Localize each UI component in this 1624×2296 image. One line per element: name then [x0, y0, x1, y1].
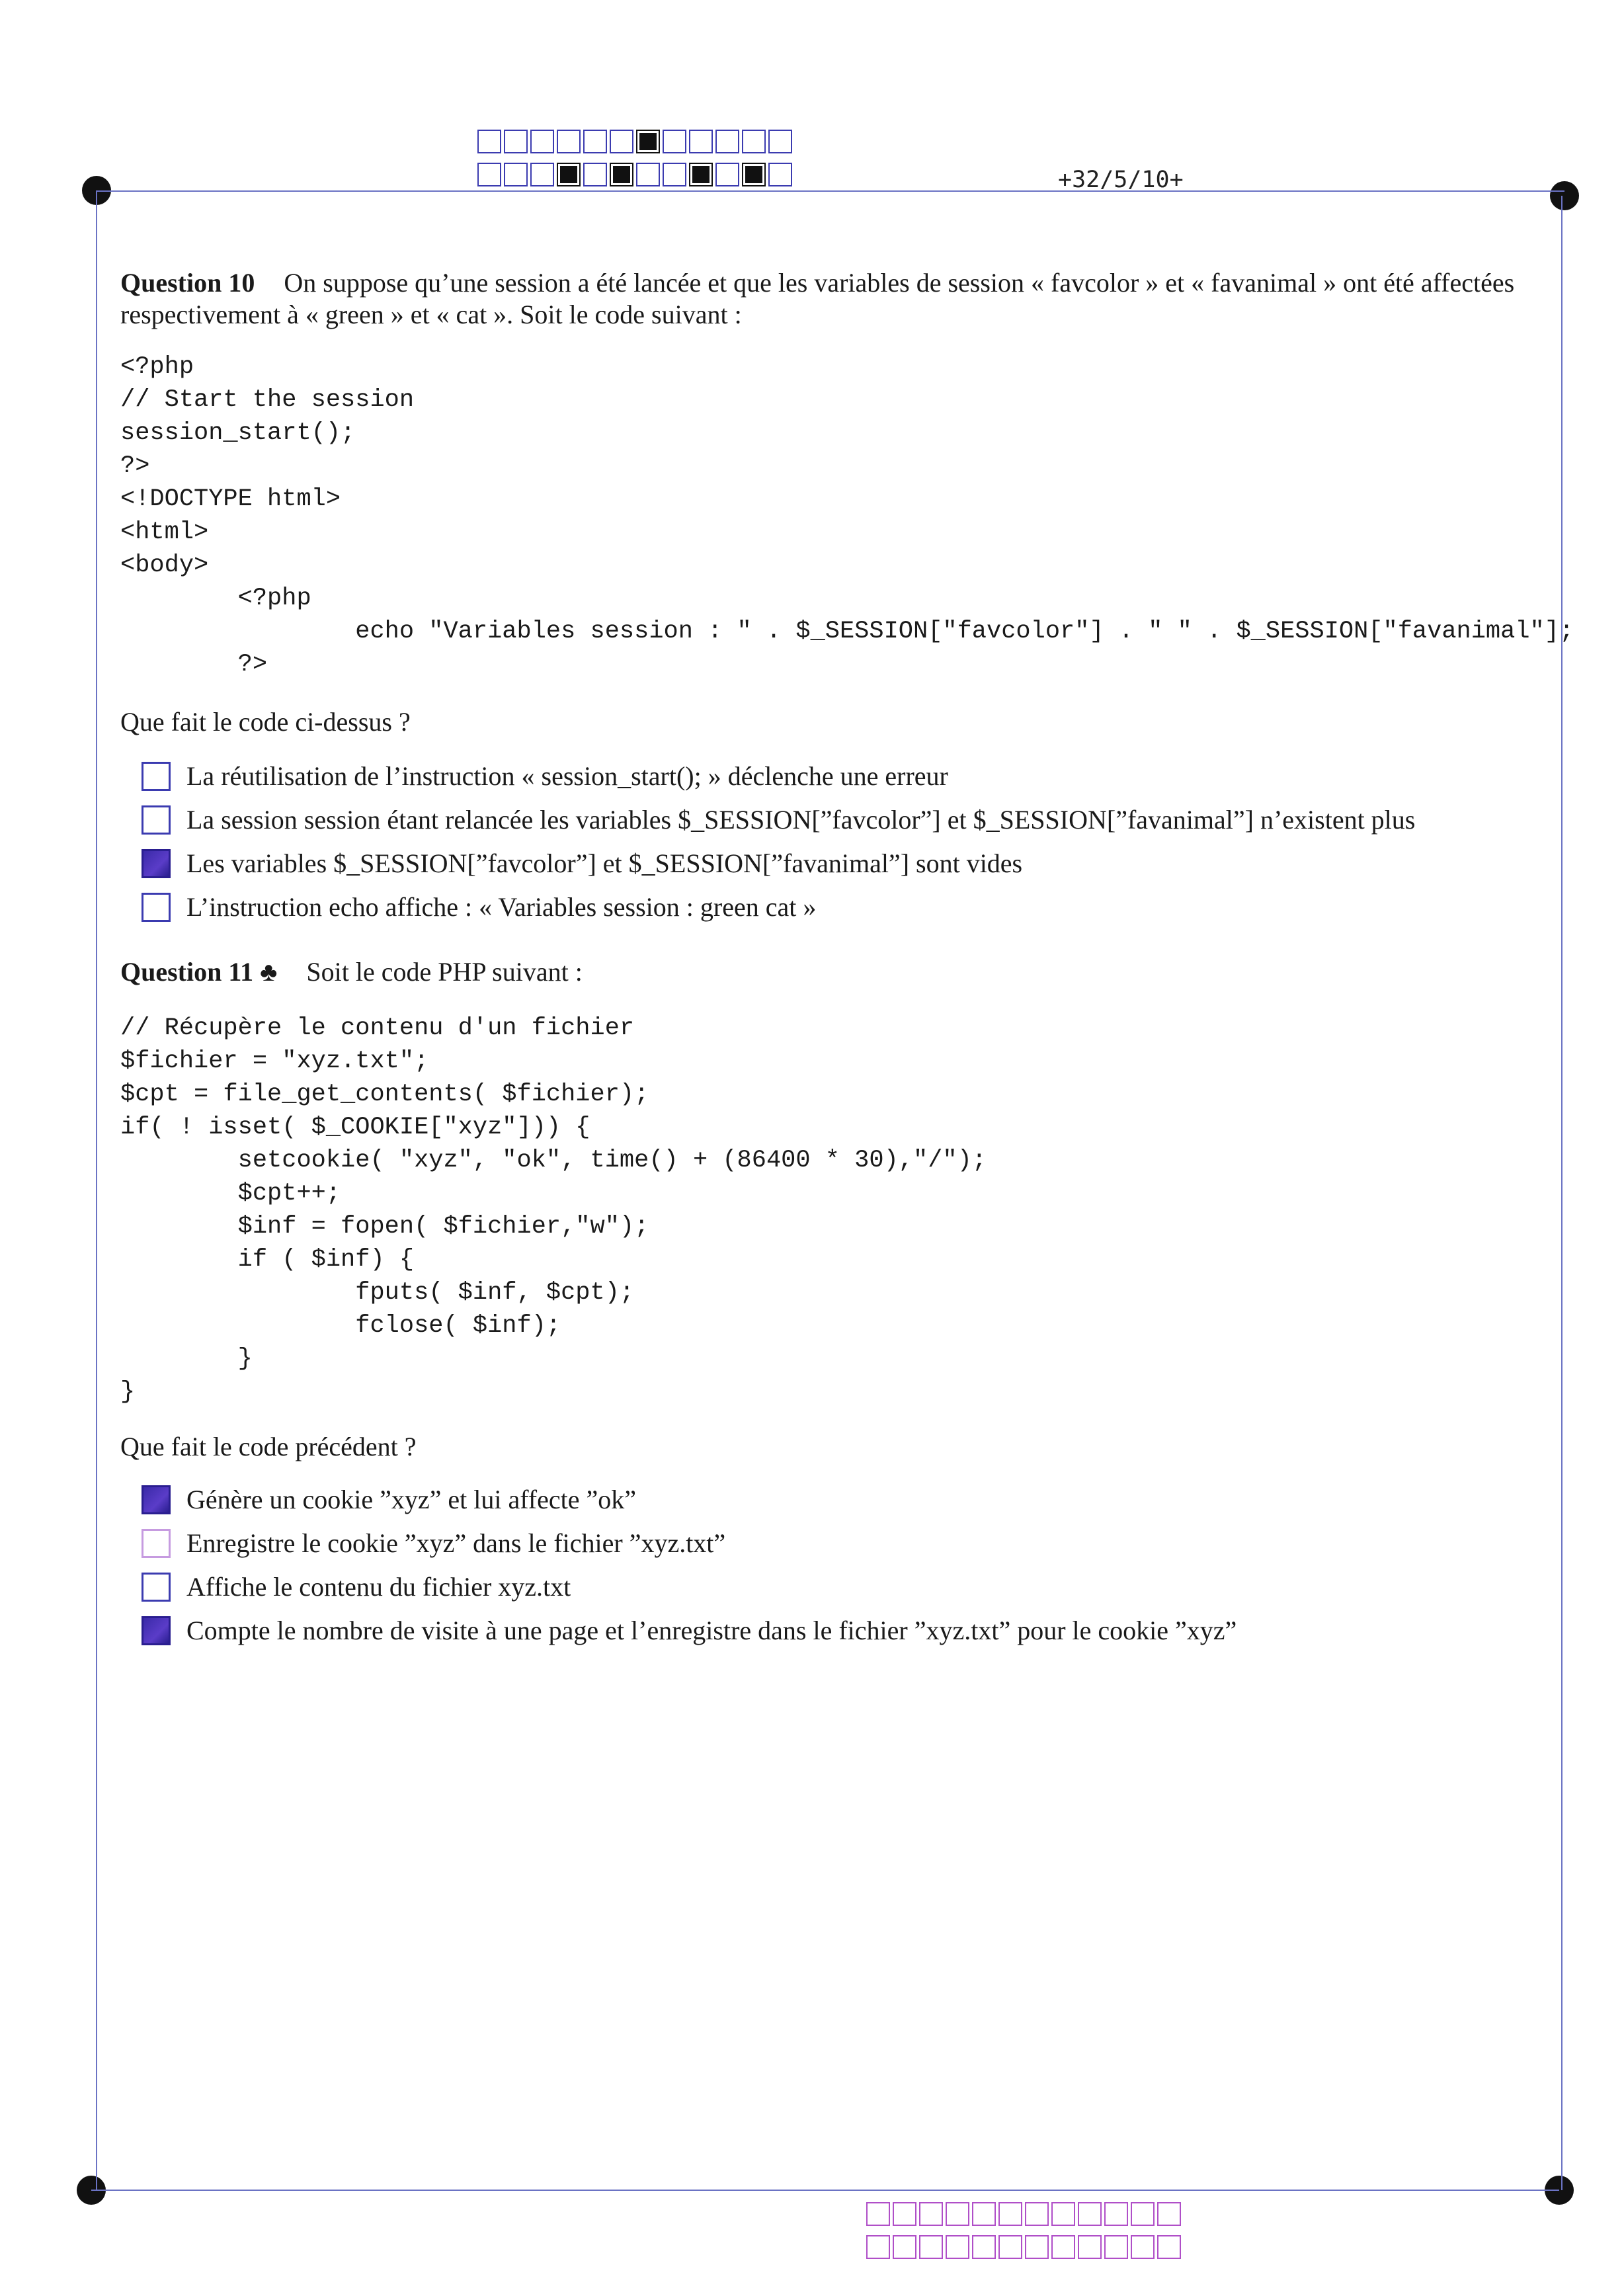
q10-checkbox-4[interactable]: [142, 893, 171, 922]
q11-option-3[interactable]: [142, 1571, 571, 1603]
question-10-code: <?php // Start the session session_start(); ?> <!DOCTYPE html> <html> <body> <?php echo "Variables session : " . $_SESSION["favcolor"] . " " . $_SESSION["favanimal"]; ?>: [120, 353, 1574, 678]
q10-option-2-label: La session session étant relancée les variables $_SESSION[”favcolor”] et $_SESSION[”favanimal”] n’existent plus: [186, 805, 1416, 835]
corner-mark-top-right: [1550, 181, 1579, 210]
q11-option-2[interactable]: [142, 1528, 725, 1559]
q10-option-4[interactable]: [142, 891, 816, 923]
bottom-box-row-2: [866, 2235, 1184, 2259]
question-10-prompt: Que fait le code ci-dessus ?: [120, 707, 411, 737]
question-11-label: Question 11 ♣: [120, 957, 278, 987]
question-11-text: Soit le code PHP suivant :: [306, 957, 583, 987]
id-box-row-1: [477, 130, 795, 153]
question-11-prompt: Que fait le code précédent ?: [120, 1432, 417, 1461]
q10-option-2[interactable]: [142, 804, 1415, 836]
q11-checkbox-2[interactable]: [142, 1529, 171, 1558]
q11-option-2-label: Enregistre le cookie ”xyz” dans le fichier ”xyz.txt”: [186, 1528, 726, 1558]
q11-option-4[interactable]: [142, 1615, 1237, 1647]
frame-bottom: [91, 2190, 1559, 2191]
q11-checkbox-3[interactable]: [142, 1573, 171, 1602]
q10-checkbox-3[interactable]: [142, 849, 171, 878]
question-10-label: Question 10: [120, 268, 255, 298]
frame-top: [97, 190, 1564, 192]
q11-option-3-label: Affiche le contenu du fichier xyz.txt: [186, 1572, 571, 1602]
q10-checkbox-1[interactable]: [142, 762, 171, 791]
q11-option-1[interactable]: [142, 1484, 636, 1516]
question-11-title: [120, 956, 1555, 988]
question-10-text: On suppose qu’une session a été lancée et que les variables de session « favcolor » et « favanimal » ont été affectées respectivement à « green » et « cat ». Soit le code suivant :: [120, 268, 1515, 329]
page-id: +32/5/10+: [1058, 167, 1184, 193]
q11-checkbox-1[interactable]: [142, 1485, 171, 1514]
q11-checkbox-4[interactable]: [142, 1616, 171, 1645]
question-10-title: [120, 267, 1555, 331]
q10-option-3[interactable]: [142, 848, 1022, 880]
q10-option-3-label: Les variables $_SESSION[”favcolor”] et $_SESSION[”favanimal”] sont vides: [186, 848, 1023, 878]
q10-option-1[interactable]: [142, 760, 948, 792]
q10-checkbox-2[interactable]: [142, 805, 171, 835]
id-box-row-2: [477, 163, 795, 186]
question-11-code: // Récupère le contenu d'un fichier $fichier = "xyz.txt"; $cpt = file_get_contents( $fichier); if( ! isset( $_COOKIE["xyz"])) { setcookie( "xyz", "ok", time() + (86400 * 30),"/"); $cpt++; $inf = fopen( $fichier,"w"); if ( $inf) { fputs( $inf, $cpt); fclose( $inf); } }: [120, 1014, 987, 1406]
q11-option-1-label: Génère un cookie ”xyz” et lui affecte ”ok”: [186, 1485, 636, 1514]
q10-option-4-label: L’instruction echo affiche : « Variables session : green cat »: [186, 892, 817, 922]
q11-option-4-label: Compte le nombre de visite à une page et l’enregistre dans le fichier ”xyz.txt” pour le cookie ”xyz”: [186, 1616, 1237, 1645]
bottom-box-row-1: [866, 2202, 1184, 2226]
frame-left: [96, 190, 97, 2190]
q10-option-1-label: La réutilisation de l’instruction « session_start(); » déclenche une erreur: [186, 761, 948, 791]
